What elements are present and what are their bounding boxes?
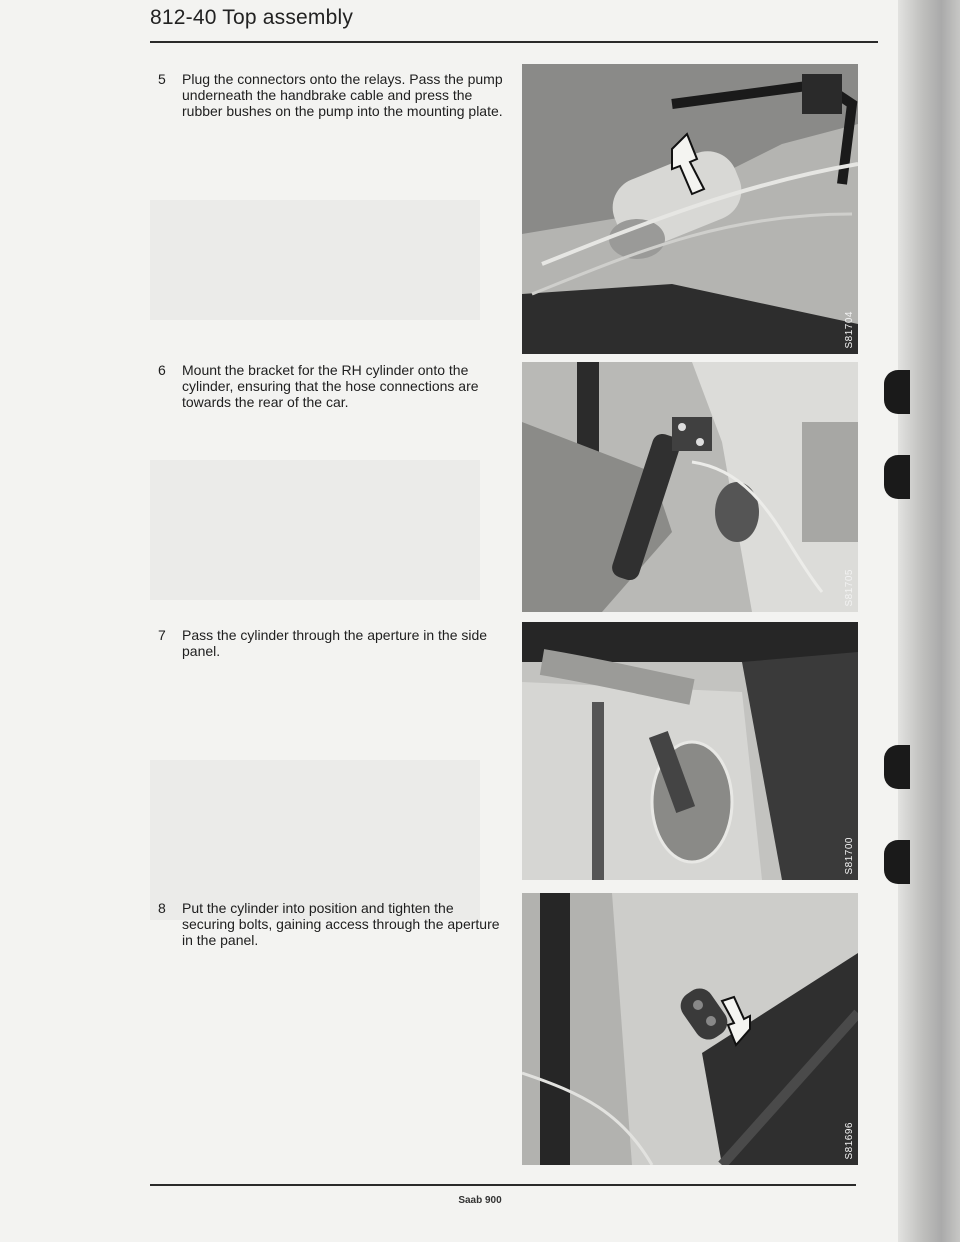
footer [0, 1190, 960, 1208]
step-text: Put the cylinder into position and tighten the securing bolts, gaining access through the aperture in the panel. [182, 900, 500, 948]
step-photo-bracket [522, 362, 858, 612]
step-text: Mount the bracket for the RH cylinder onto the cylinder, ensuring that the hose connections are towards the rear of the car. [182, 362, 479, 410]
bracket-photo-drawing [522, 362, 858, 612]
show-through [150, 760, 480, 920]
binder-tab [884, 745, 910, 789]
aperture-photo-drawing [522, 622, 858, 880]
step-number: 6 [158, 362, 166, 378]
footer-rule [150, 1184, 856, 1186]
photo-code: S81700 [844, 836, 855, 874]
binder-tab [884, 840, 910, 884]
photo-code: S81696 [844, 1121, 855, 1159]
show-through [150, 200, 480, 320]
footer-brand: Saab 900 [458, 1195, 502, 1206]
step-number: 8 [158, 900, 166, 916]
page-edge-strip [898, 0, 960, 1242]
binder-tab [884, 370, 910, 414]
step-6 [158, 362, 508, 422]
bolts-photo-drawing [522, 893, 858, 1165]
page-title: 812-40 Top assembly [150, 6, 354, 29]
header-rule [150, 41, 878, 43]
show-through [150, 460, 480, 600]
step-text: Pass the cylinder through the aperture in the side panel. [182, 627, 488, 659]
binder-tab [884, 455, 910, 499]
step-5 [158, 71, 508, 141]
photo-code: S81704 [844, 310, 855, 348]
step-photo-pump [522, 64, 858, 354]
photo-code: S81705 [844, 568, 855, 606]
step-number: 5 [158, 71, 166, 87]
step-8 [158, 900, 508, 960]
step-photo-bolts [522, 893, 858, 1165]
pump-photo-drawing [522, 64, 858, 354]
step-7 [158, 627, 508, 667]
step-number: 7 [158, 627, 166, 643]
step-photo-aperture [522, 622, 858, 880]
step-text: Plug the connectors onto the relays. Pass the pump underneath the handbrake cable and press the rubber bushes on the pump into the mounting plate. [182, 71, 503, 119]
